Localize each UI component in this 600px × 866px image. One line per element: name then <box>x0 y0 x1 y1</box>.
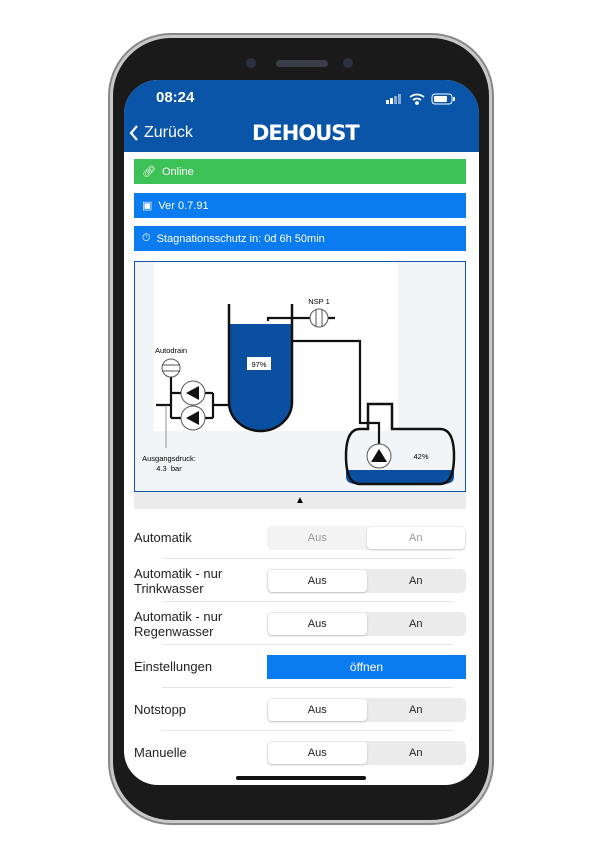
segment-aus[interactable]: Aus <box>268 699 367 721</box>
diagram-svg <box>135 262 467 493</box>
control-label: Automatik - nur Trinkwasser <box>134 565 223 596</box>
pressure-label: Ausgangsdruck: <box>142 454 196 463</box>
version-text: Ver 0.7.91 <box>158 199 209 212</box>
online-text: Online <box>161 165 194 178</box>
segment-aus[interactable]: Aus <box>307 532 327 544</box>
segment-an[interactable]: An <box>409 704 423 716</box>
stagnation-text: Stagnationsschutz in: 0d 6h 50min <box>156 232 325 245</box>
system-diagram <box>134 261 466 492</box>
chevron-left-icon <box>128 124 140 142</box>
home-indicator[interactable] <box>236 776 366 780</box>
status-time: 08:24 <box>156 89 195 106</box>
segment-an[interactable]: An <box>409 618 423 630</box>
pump-icon <box>181 381 205 405</box>
front-camera <box>343 58 353 68</box>
battery-icon <box>432 94 455 104</box>
aus-an-toggle[interactable] <box>267 612 466 636</box>
segment-an[interactable]: An <box>409 575 423 587</box>
sensor <box>246 58 256 68</box>
control-label: Einstellungen <box>134 659 213 674</box>
control-row <box>134 559 466 602</box>
header <box>124 80 479 152</box>
sensor-nsp1-icon <box>310 309 328 327</box>
pressure-value: 4.3 bar <box>156 464 182 473</box>
segment-an[interactable]: An <box>367 527 466 549</box>
autodrain-label: Autodrain <box>154 346 188 355</box>
segment-aus[interactable]: Aus <box>268 570 367 592</box>
link-icon: 🔗︎ <box>142 166 156 178</box>
stagnation-bar <box>134 226 466 251</box>
online-status-bar <box>134 159 466 184</box>
control-row <box>134 602 466 645</box>
aus-an-toggle[interactable] <box>267 569 466 593</box>
tank1-level: 97% <box>251 360 267 369</box>
version-bar <box>134 193 466 218</box>
control-row <box>134 731 466 774</box>
speaker <box>276 60 328 67</box>
chip-icon: ▣ <box>142 200 153 212</box>
open-settings-button[interactable]: öffnen <box>267 655 466 679</box>
sensor-label: NSP 1 <box>308 297 330 306</box>
segment-aus[interactable]: Aus <box>268 613 367 635</box>
tank2-level: 42% <box>413 452 429 461</box>
control-row <box>134 516 466 559</box>
back-button[interactable] <box>128 124 193 142</box>
autodrain-icon <box>162 359 180 377</box>
aus-an-toggle[interactable] <box>267 526 466 550</box>
tank1-water <box>229 324 292 431</box>
aus-an-toggle[interactable] <box>267 741 466 765</box>
tank2-pump-icon <box>367 444 391 468</box>
status-icons <box>386 93 456 105</box>
segment-an[interactable]: An <box>409 747 423 759</box>
aus-an-toggle[interactable] <box>267 698 466 722</box>
dehoust-logo: DEHOUST <box>252 121 359 145</box>
control-label: Notstopp <box>134 702 187 717</box>
expand-diagram-button[interactable]: ▲ <box>134 492 466 509</box>
back-label: Zurück <box>144 124 193 141</box>
control-row <box>134 688 466 731</box>
control-label: Automatik - nur Regenwasser <box>134 608 223 639</box>
pump-icon <box>181 406 205 430</box>
signal-icon <box>386 94 401 104</box>
timer-icon: ⏱︎ <box>142 232 151 244</box>
tank2-water <box>346 470 454 484</box>
control-label: Automatik <box>134 530 192 545</box>
control-row <box>134 645 466 688</box>
segment-aus[interactable]: Aus <box>268 742 367 764</box>
control-label: Manuelle <box>134 745 187 760</box>
wifi-icon <box>410 95 424 105</box>
screen <box>124 80 479 785</box>
